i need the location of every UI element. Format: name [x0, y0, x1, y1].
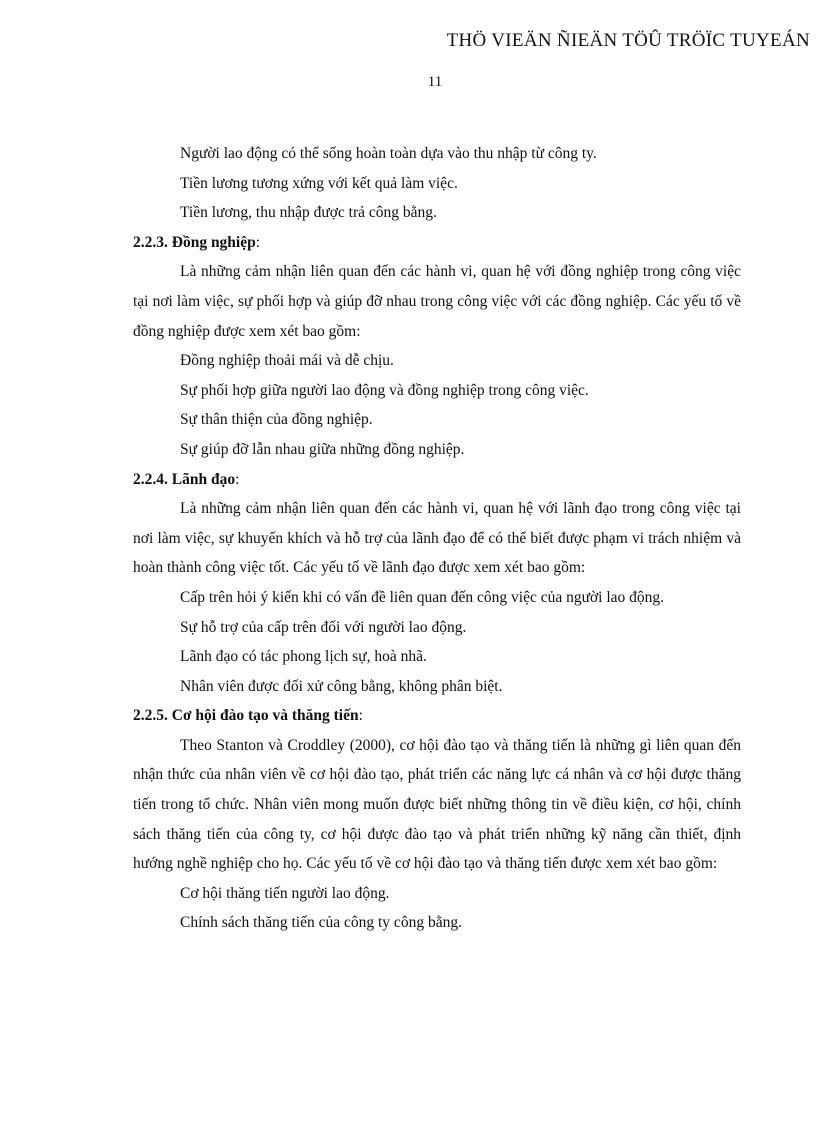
section-heading [133, 701, 741, 731]
list-item: Sự thân thiện của đồng nghiệp. [180, 411, 373, 429]
paragraph: Là những cảm nhận liên quan đến các hành vi, quan hệ với lãnh đạo trong công việc tại nơi làm việc, sự khuyến khích và hỗ trợ của lãnh đạo để có thể biết được phạm vi trách nhiệm và hoàn thành công việc tốt. Các yếu tố về lãnh đạo được xem xét bao gồm: [133, 500, 741, 577]
list-item: Đồng nghiệp thoải mái và dễ chịu. [180, 352, 394, 370]
heading-colon: : [358, 707, 363, 725]
section-heading-title: 2.2.4. Lãnh đạo [133, 470, 236, 488]
list-item: Nhân viên được đối xử công bằng, không phân biệt. [180, 677, 503, 695]
section-heading-title: 2.2.5. Cơ hội đào tạo và thăng tiến [133, 707, 359, 725]
paragraph: Là những cảm nhận liên quan đến các hành vi, quan hệ với đồng nghiệp trong công việc tại nơi làm việc, sự phối hợp và giúp đỡ nhau trong công việc với các đồng nghiệp. Các yếu tố về đồng nghiệp được xem xét bao gồm: [133, 263, 741, 340]
list-item: Sự phối hợp giữa người lao động và đồng nghiệp trong công việc. [180, 381, 589, 399]
document-body [133, 139, 741, 938]
list-item: Người lao động có thể sống hoàn toàn dựa vào thu nhập từ công ty. [180, 145, 597, 162]
heading-colon: : [255, 233, 261, 251]
list-item: Lãnh đạo có tác phong lịch sự, hoà nhã. [180, 648, 427, 666]
section-heading [133, 465, 741, 495]
library-watermark: THÖ VIEÄN ÑIEÄN TÖÛ TRÖÏC TUYEÁN [446, 30, 810, 51]
heading-colon: : [235, 470, 240, 488]
paragraph: Theo Stanton và Croddley (2000), cơ hội đào tạo và thăng tiến là những gì liên quan đến nhận thức của nhân viên về cơ hội đào tạo, phát triển các năng lực cá nhân và cơ hội được thăng tiến trong tổ chức. Nhân viên mong muốn được biết những thông tin về điều kiện, cơ hội, chính sách thăng tiến của công ty, cơ hội được đào tạo và phát triển những kỹ năng cần thiết, định hướng nghề nghiệp cho họ. Các yếu tố về cơ hội đào tạo và thăng tiến được xem xét bao gồm: [133, 736, 741, 873]
list-item: Cấp trên hỏi ý kiến khi có vấn đề liên quan đến công việc của người lao động. [180, 588, 665, 606]
list-item: Sự giúp đỡ lẫn nhau giữa những đồng nghiệp. [180, 440, 465, 458]
list-item: Cơ hội thăng tiến người lao động. [180, 884, 390, 902]
section-heading [133, 228, 741, 258]
page-number: 11 [427, 74, 443, 90]
list-item: Tiền lương tương xứng với kết quả làm việc. [180, 174, 458, 192]
list-item: Chính sách thăng tiến của công ty công bằng. [180, 914, 462, 932]
list-item: Sự hỗ trợ của cấp trên đối với người lao động. [180, 618, 467, 636]
list-item: Tiền lương, thu nhập được trả công bằng. [180, 204, 437, 222]
section-heading-title: 2.2.3. Đồng nghiệp [133, 233, 256, 251]
